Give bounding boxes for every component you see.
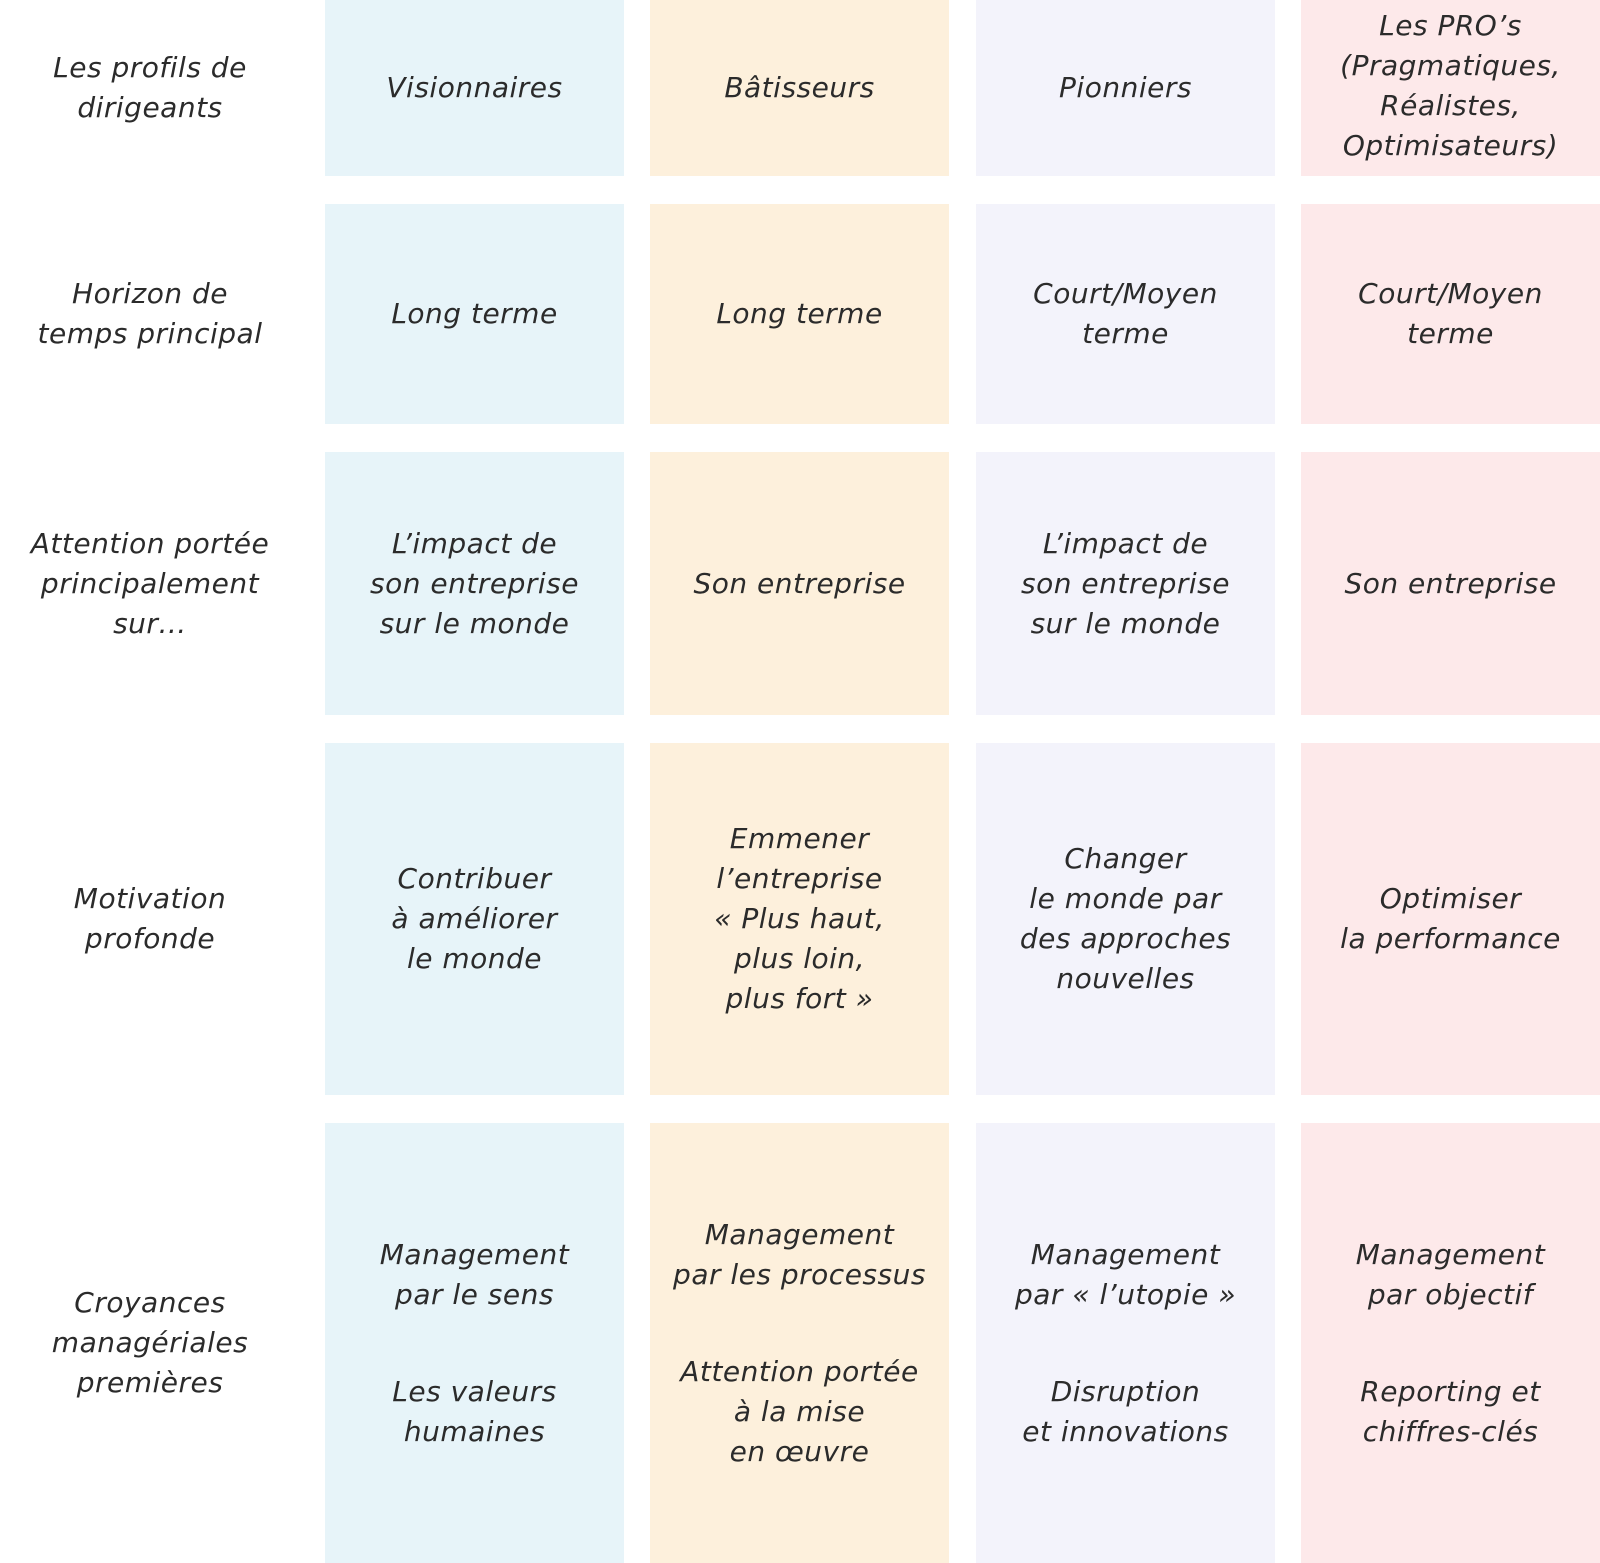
cell-motivation-batisseurs: Emmener l’entreprise « Plus haut, plus loin, plus fort » <box>650 743 949 1095</box>
cell-attention-batisseurs: Son entreprise <box>650 452 949 715</box>
cell-profils-pros: Les PRO’s (Pragmatiques, Réalistes, Optimisateurs) <box>1301 0 1600 176</box>
cell-croyances-visionnaires: Management par le sens Les valeurs humaines <box>325 1123 624 1563</box>
row-label-attention: Attention portée principalement sur… <box>30 526 270 640</box>
cell-horizon-visionnaires: Long terme <box>325 204 624 424</box>
cell-attention-visionnaires: L’impact de son entreprise sur le monde <box>325 452 624 715</box>
row-label-profils: Les profils de dirigeants <box>53 51 247 124</box>
cell-motivation-visionnaires: Contribuer à améliorer le monde <box>325 743 624 1095</box>
cell-profils-batisseurs: Bâtisseurs <box>650 0 949 176</box>
cell-horizon-pionniers: Court/Moyen terme <box>976 204 1275 424</box>
cell-motivation-pionniers: Changer le monde par des approches nouvelles <box>976 743 1275 1095</box>
cell-croyances-pros: Management par objectif Reporting et chiffres-clés <box>1301 1123 1600 1563</box>
cell-attention-pros: Son entreprise <box>1301 452 1600 715</box>
row-label-horizon: Horizon de temps principal <box>37 277 263 350</box>
cell-horizon-batisseurs: Long terme <box>650 204 949 424</box>
cell-profils-pionniers: Pionniers <box>976 0 1275 176</box>
cell-croyances-pionniers: Management par « l’utopie » Disruption et innovations <box>976 1123 1275 1563</box>
cell-profils-visionnaires: Visionnaires <box>325 0 624 176</box>
cell-croyances-batisseurs: Management par les processus Attention portée à la mise en œuvre <box>650 1123 949 1563</box>
row-label-croyances: Croyances managériales premières <box>51 1286 249 1399</box>
row-label-motivation: Motivation profonde <box>73 882 227 955</box>
cell-motivation-pros: Optimiser la performance <box>1301 743 1600 1095</box>
cell-attention-pionniers: L’impact de son entreprise sur le monde <box>976 452 1275 715</box>
cell-horizon-pros: Court/Moyen terme <box>1301 204 1600 424</box>
